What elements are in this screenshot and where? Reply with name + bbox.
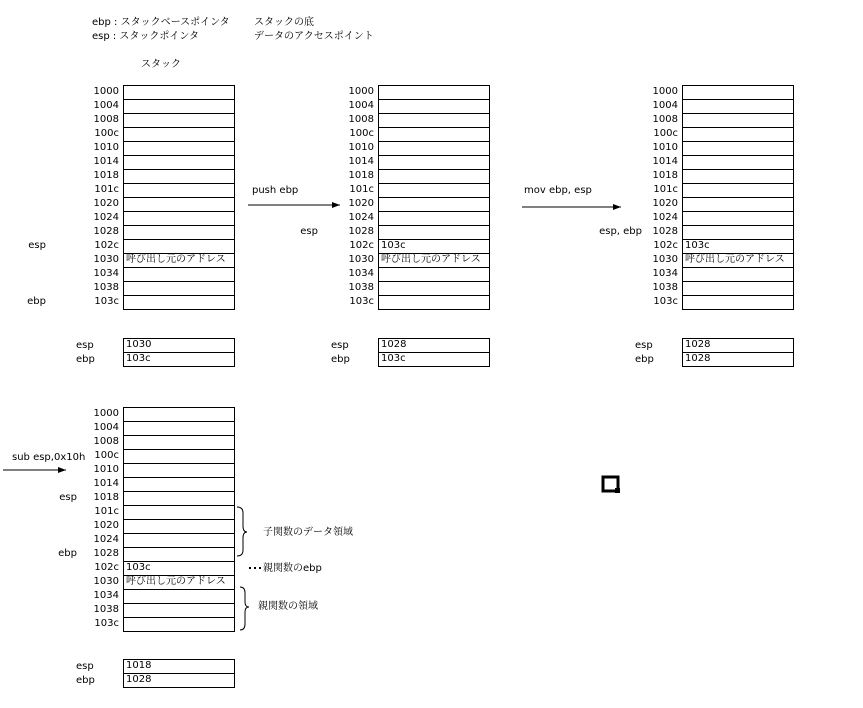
- address-label: 1014: [93, 156, 119, 167]
- stack-cell: [123, 491, 235, 506]
- stack-cell: [123, 211, 235, 226]
- address-label: 100c: [349, 128, 374, 139]
- address-label: 1034: [93, 590, 119, 601]
- address-label: 102c: [94, 562, 119, 573]
- address-label: 1038: [348, 282, 374, 293]
- register-pointer-label: esp: [59, 492, 77, 503]
- stack-cell: [378, 127, 490, 142]
- stack-cell: [378, 169, 490, 184]
- stack-cell: [378, 155, 490, 170]
- dotted-leader: [249, 567, 261, 569]
- stack-cell: [123, 435, 235, 450]
- register-name: esp: [331, 340, 349, 351]
- address-label: 1018: [652, 170, 678, 181]
- address-label: 1020: [348, 198, 374, 209]
- address-label: 1010: [348, 142, 374, 153]
- stack-cell: 呼び出し元のアドレス: [682, 253, 794, 268]
- stack-cell: [123, 99, 235, 114]
- stack-cell: [378, 281, 490, 296]
- step-label-sub-esp: sub esp,0x10h: [12, 452, 86, 463]
- address-label: 1028: [93, 226, 119, 237]
- register-value: 1028: [682, 352, 794, 367]
- register-name: ebp: [331, 354, 350, 365]
- legend-ebp-label: ebp : スタックベースポインタ: [92, 17, 230, 28]
- address-label: 1030: [652, 254, 678, 265]
- address-label: 103c: [349, 296, 374, 307]
- address-label: 101c: [94, 184, 119, 195]
- stack-cell: [123, 141, 235, 156]
- address-label: 1004: [348, 100, 374, 111]
- stack-cell: [123, 603, 235, 618]
- stack-cell: [123, 617, 235, 632]
- register-name: esp: [635, 340, 653, 351]
- address-label: 1038: [652, 282, 678, 293]
- stack-cell: [378, 295, 490, 310]
- stack-cell: [378, 267, 490, 282]
- register-pointer-label: esp, ebp: [599, 226, 642, 237]
- stack-cell: [682, 211, 794, 226]
- stack-cell: [682, 99, 794, 114]
- stack-cell: [123, 267, 235, 282]
- stack-cell: [123, 281, 235, 296]
- annotation-parent-ebp: 親関数のebp: [263, 563, 322, 574]
- address-label: 1008: [93, 114, 119, 125]
- address-label: 1020: [93, 198, 119, 209]
- stack-cell: 103c: [123, 561, 235, 576]
- step-label-mov-ebp-esp: mov ebp, esp: [524, 185, 592, 196]
- address-label: 103c: [653, 296, 678, 307]
- address-label: 101c: [94, 506, 119, 517]
- address-label: 1020: [93, 520, 119, 531]
- stack-cell: [123, 197, 235, 212]
- stack-cell: [682, 85, 794, 100]
- address-label: 1038: [93, 282, 119, 293]
- register-pointer-label: esp: [300, 226, 318, 237]
- legend-esp-description: データのアクセスポイント: [254, 31, 374, 42]
- register-name: ebp: [76, 675, 95, 686]
- address-label: 1000: [652, 86, 678, 97]
- stack-cell: [123, 85, 235, 100]
- legend-esp-label: esp : スタックポインタ: [92, 31, 200, 42]
- address-label: 1024: [652, 212, 678, 223]
- register-value: 1028: [123, 673, 235, 688]
- stack-cell: [682, 295, 794, 310]
- stack-cell: [123, 127, 235, 142]
- address-label: 102c: [94, 240, 119, 251]
- stack-cell: [682, 225, 794, 240]
- stack-cell: [123, 113, 235, 128]
- address-label: 1034: [348, 268, 374, 279]
- brace-child-data-area: [237, 507, 247, 556]
- stack-cell: [123, 155, 235, 170]
- stack-cell: [123, 183, 235, 198]
- stack-cell: [682, 155, 794, 170]
- address-label: 1030: [93, 254, 119, 265]
- stack-cell: [378, 141, 490, 156]
- address-label: 1008: [348, 114, 374, 125]
- stack-cell: [682, 183, 794, 198]
- stack-cell: [682, 127, 794, 142]
- stack-cell: 呼び出し元のアドレス: [378, 253, 490, 268]
- stack-cell: [682, 113, 794, 128]
- address-label: 1020: [652, 198, 678, 209]
- stack-cell: [682, 141, 794, 156]
- stack-cell: [378, 197, 490, 212]
- address-label: 1018: [348, 170, 374, 181]
- stack-cell: [682, 267, 794, 282]
- stack-cell: [123, 463, 235, 478]
- register-pointer-label: esp: [28, 240, 46, 251]
- register-value: 103c: [378, 352, 490, 367]
- address-label: 1038: [93, 604, 119, 615]
- stack-cell: [123, 533, 235, 548]
- stack-cell: [682, 281, 794, 296]
- register-pointer-label: ebp: [58, 548, 77, 559]
- address-label: 1034: [93, 268, 119, 279]
- address-label: 102c: [349, 240, 374, 251]
- register-name: ebp: [76, 354, 95, 365]
- address-label: 1010: [93, 142, 119, 153]
- address-label: 100c: [653, 128, 678, 139]
- register-pointer-label: ebp: [27, 296, 46, 307]
- address-label: 1008: [652, 114, 678, 125]
- address-label: 1004: [93, 422, 119, 433]
- address-label: 1018: [93, 492, 119, 503]
- address-label: 1014: [348, 156, 374, 167]
- address-label: 1014: [652, 156, 678, 167]
- stack-cell: [123, 547, 235, 562]
- stack-cell: [123, 519, 235, 534]
- address-label: 102c: [653, 240, 678, 251]
- stack-cell: [682, 197, 794, 212]
- stack-cell: [378, 225, 490, 240]
- brace-parent-area: [240, 587, 249, 630]
- address-label: 1008: [93, 436, 119, 447]
- selection-square-icon: [603, 477, 620, 493]
- register-value: 103c: [123, 352, 235, 367]
- stack-cell: [123, 589, 235, 604]
- address-label: 1028: [348, 226, 374, 237]
- address-label: 1010: [93, 464, 119, 475]
- stack-cell: [378, 113, 490, 128]
- stack-cell: [378, 183, 490, 198]
- stack-heading: スタック: [141, 59, 181, 70]
- register-name: esp: [76, 661, 94, 672]
- stack-cell: [123, 169, 235, 184]
- address-label: 103c: [94, 296, 119, 307]
- address-label: 103c: [94, 618, 119, 629]
- stack-cell: [378, 85, 490, 100]
- annotation-child-data-area: 子関数のデータ領域: [263, 527, 353, 538]
- stack-cell: [123, 407, 235, 422]
- stack-cell: [682, 169, 794, 184]
- legend-ebp-description: スタックの底: [254, 17, 314, 28]
- stack-cell: [123, 477, 235, 492]
- stack-cell: [123, 295, 235, 310]
- register-value: 1018: [123, 659, 235, 674]
- stack-cell: 103c: [682, 239, 794, 254]
- stack-cell: [378, 211, 490, 226]
- stack-cell: [123, 505, 235, 520]
- address-label: 101c: [349, 184, 374, 195]
- stack-cell: [123, 421, 235, 436]
- stack-cell: [378, 99, 490, 114]
- stack-cell: 呼び出し元のアドレス: [123, 575, 235, 590]
- address-label: 1004: [93, 100, 119, 111]
- address-label: 1028: [652, 226, 678, 237]
- stack-cell: [123, 239, 235, 254]
- address-label: 1000: [348, 86, 374, 97]
- address-label: 1024: [348, 212, 374, 223]
- address-label: 1030: [348, 254, 374, 265]
- stack-cell: [123, 225, 235, 240]
- address-label: 1000: [93, 86, 119, 97]
- address-label: 1034: [652, 268, 678, 279]
- address-label: 1030: [93, 576, 119, 587]
- address-label: 1004: [652, 100, 678, 111]
- step-label-push-ebp: push ebp: [252, 185, 299, 196]
- stack-cell: [123, 449, 235, 464]
- address-label: 1014: [93, 478, 119, 489]
- register-value: 1028: [378, 338, 490, 353]
- register-name: ebp: [635, 354, 654, 365]
- address-label: 1010: [652, 142, 678, 153]
- address-label: 1024: [93, 534, 119, 545]
- register-name: esp: [76, 340, 94, 351]
- address-label: 1028: [93, 548, 119, 559]
- annotation-parent-area: 親関数の領域: [258, 601, 318, 612]
- register-value: 1030: [123, 338, 235, 353]
- address-label: 1024: [93, 212, 119, 223]
- stack-cell: 103c: [378, 239, 490, 254]
- address-label: 100c: [94, 128, 119, 139]
- address-label: 101c: [653, 184, 678, 195]
- stack-cell: 呼び出し元のアドレス: [123, 253, 235, 268]
- address-label: 1018: [93, 170, 119, 181]
- address-label: 100c: [94, 450, 119, 461]
- address-label: 1000: [93, 408, 119, 419]
- register-value: 1028: [682, 338, 794, 353]
